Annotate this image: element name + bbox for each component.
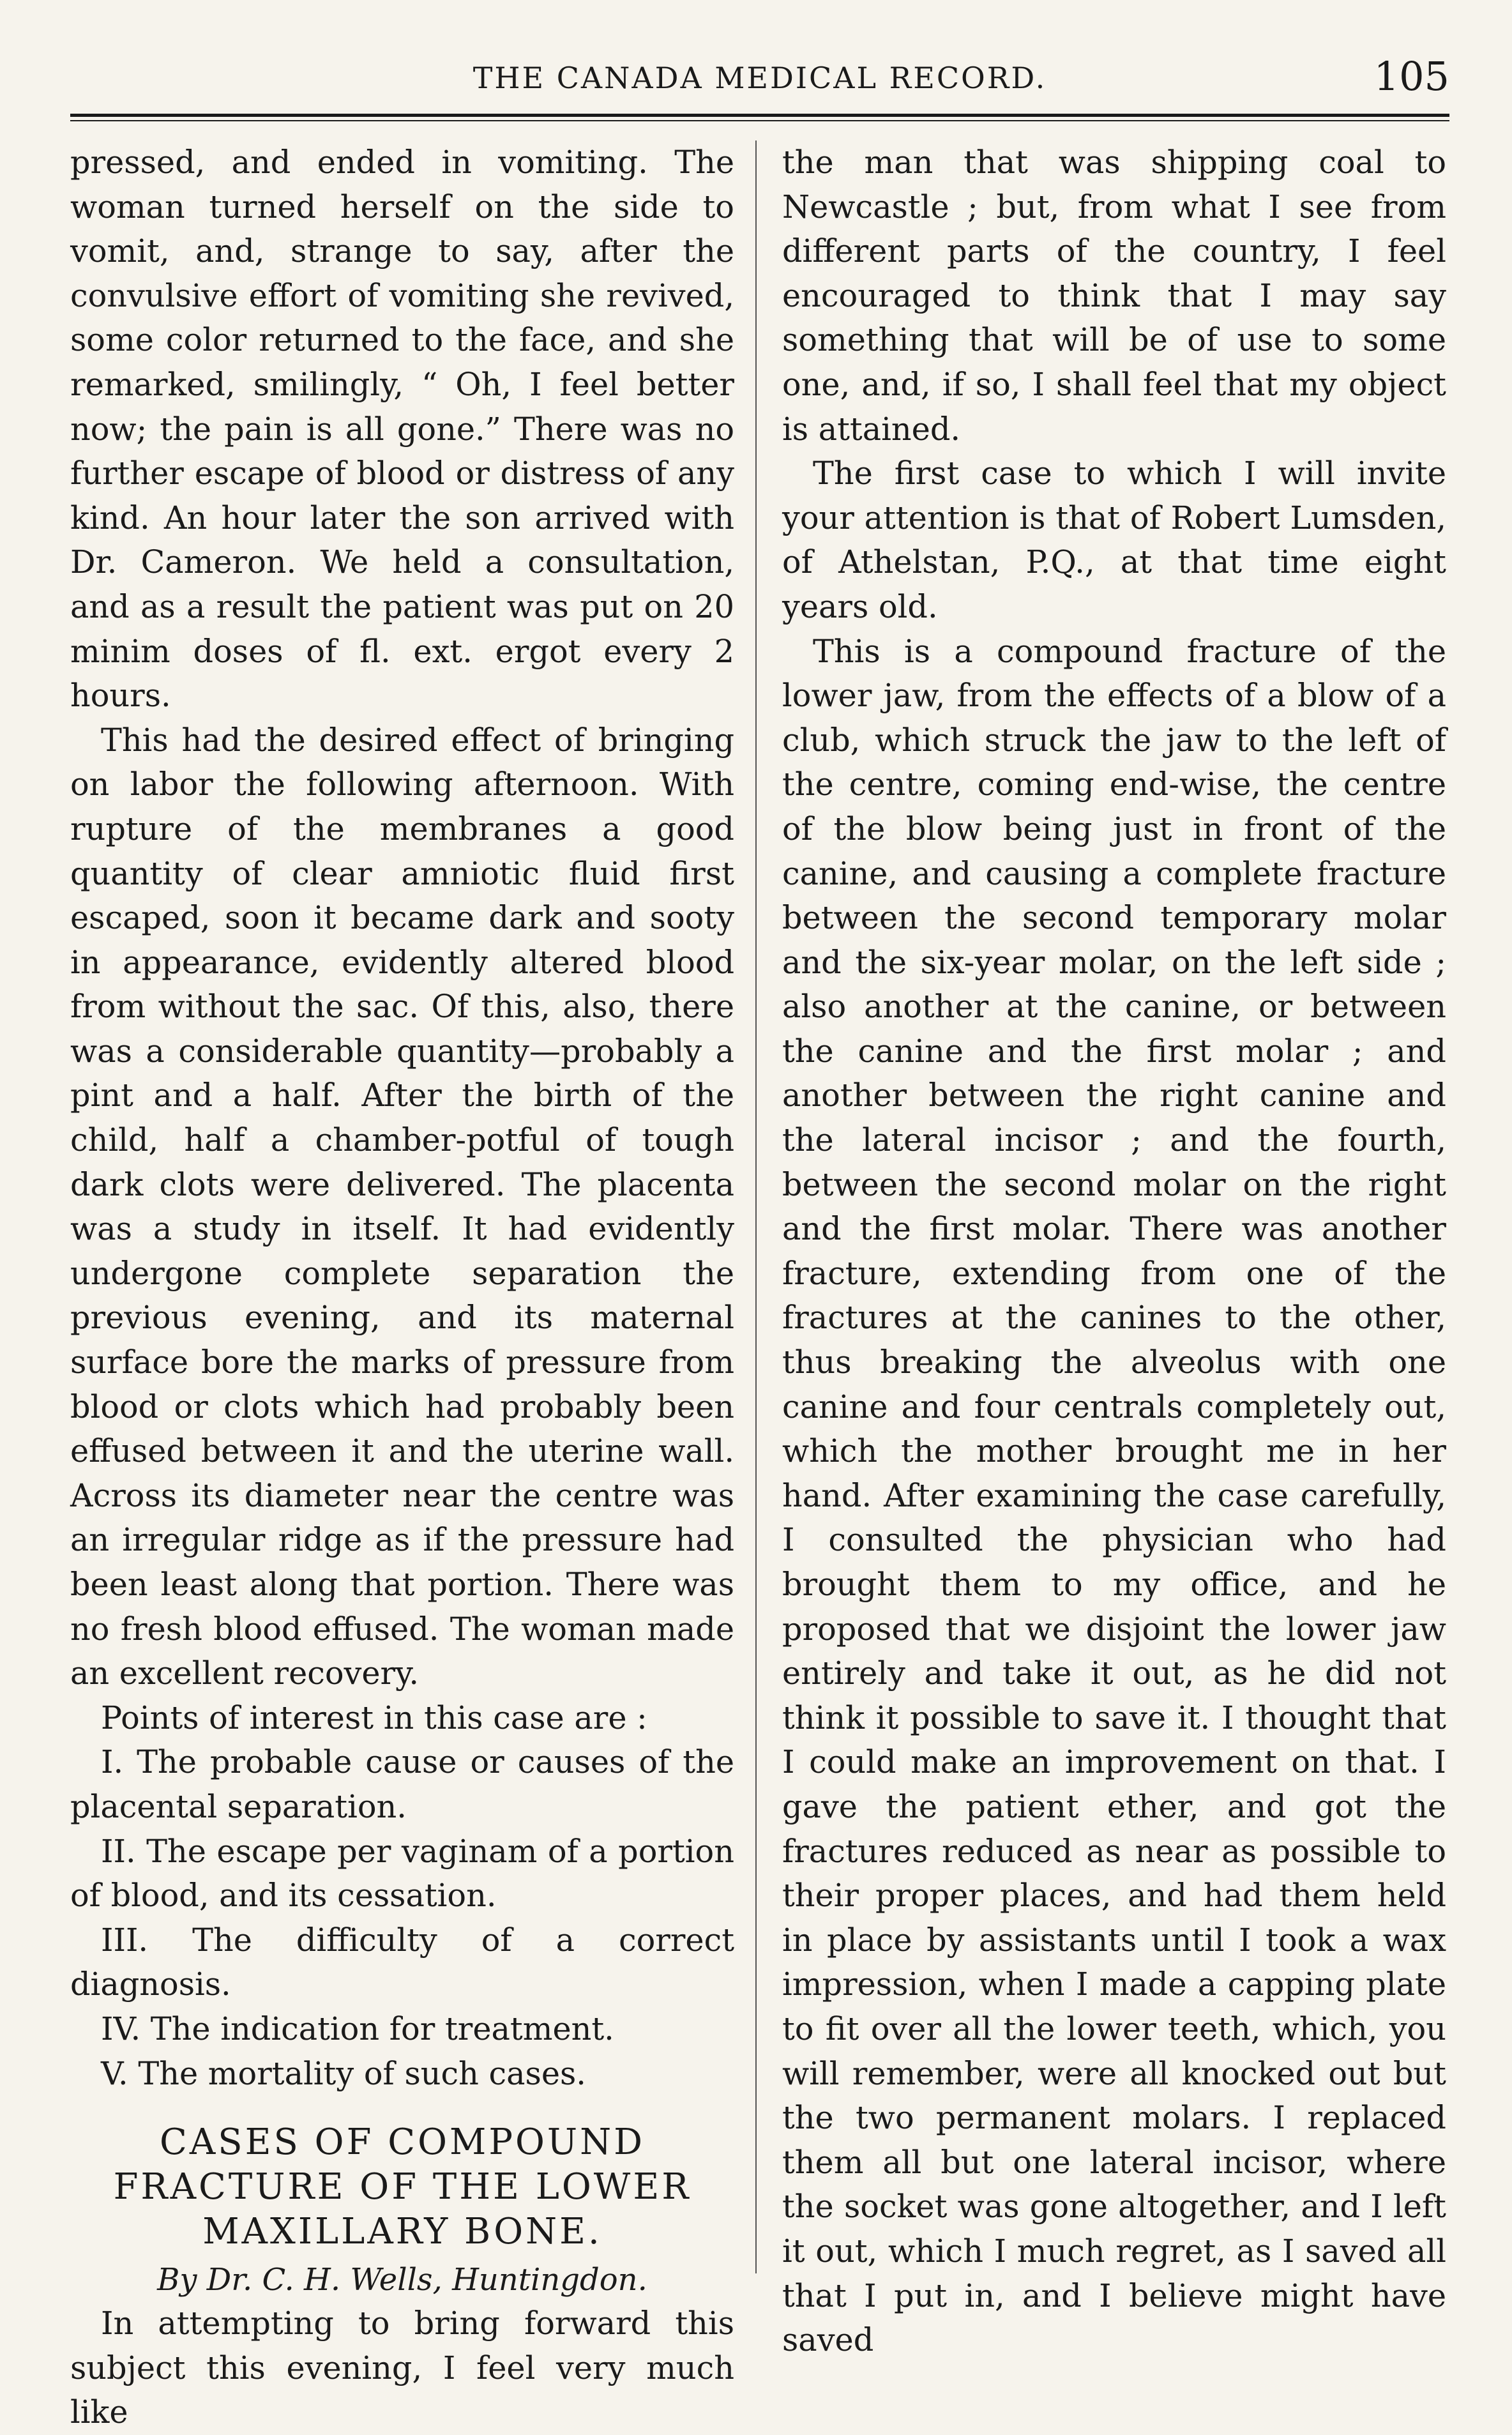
list-item: V. The mortality of such cases. [101, 2054, 586, 2092]
right-column [782, 140, 1446, 2363]
header-rule-thin [70, 120, 1449, 121]
paragraph: The first case to which I will invite your attention is that of Robert Lumsden, of Athelstan, P.Q., at that time eight years old. [782, 455, 1446, 625]
list-item: IV. The indication for treatment. [101, 2010, 614, 2047]
journal-title: THE CANADA MEDICAL RECORD. [472, 61, 1047, 95]
left-column [70, 140, 734, 2435]
page-header [70, 53, 1449, 112]
author-byline: By Dr. C. H. Wells, Huntingdon. [157, 2262, 647, 2298]
list-item: I. The probable cause or causes of the placental separation. [70, 1743, 734, 1825]
paragraph: This had the desired effect of bringing on labor the following afternoon. With rupture of the membranes a good quantity of clear amniotic fluid first escaped, soon it became dark and sooty in appearance, evidently altered blood from without the sac. Of this, also, there was a considerable quantity—probably a pint and a half. After the birth of the child, half a chamber-potful of tough dark clots were delivered. The placenta was a study in itself. It had evidently undergone complete separation the previous evening, and its maternal surface bore the marks of pressure from blood or clots which had probably been effused between it and the uterine wall. Across its diameter near the centre was an irregular ridge as if the pressure had been least along that portion. There was no fresh blood effused. The woman made an excellent recovery. [70, 721, 734, 1692]
paragraph: pressed, and ended in vomiting. The woman turned herself on the side to vomit, and, strange to say, after the convulsive effort of vomiting she revived, some color returned to the face, and she remarked, smilingly, “ Oh, I feel better now; the pain is all gone.” There was no further escape of blood or distress of any kind. An hour later the son arrived with Dr. Cameron. We held a consultation, and as a result the patient was put on 20 minim doses of fl. ext. ergot every 2 hours. [70, 144, 734, 715]
column-divider [755, 140, 757, 2273]
paragraph: This is a compound fracture of the lower jaw, from the effects of a blow of a club, which struck the jaw to the left of the centre, coming end-wise, the centre of the blow being just in front of the canine, and causing a complete fracture between the second temporary molar and the six-year molar, on the left side ; also another at the canine, or between the canine and the first molar ; and another between the right canine and the lateral incisor ; and the fourth, between the second molar on the right and the first molar. There was another fracture, extending from one of the fractures at the canines to the other, thus breaking the alveolus with one canine and four centrals completely out, which the mother brought me in her hand. After examining the case carefully, I consulted the physician who had brought them to my office, and he proposed that we disjoint the lower jaw entirely and take it out, as he did not think it possible to save it. I thought that I could make an improvement on that. I gave the patient ether, and got the fractures reduced as near as possible to their proper places, and had them held in place by assistants until I took a wax impression, when I made a capping plate to fit over all the lower teeth, which, you will remember, were all knocked out but the two permanent molars. I replaced them all but one lateral incisor, where the socket was gone altogether, and I left it out, which I much regret, as I saved all that I put in, and I believe might have saved [782, 632, 1446, 2359]
page-number: 105 [1373, 53, 1449, 100]
section-title: CASES OF COMPOUND FRACTURE OF THE LOWER MAXILLARY BONE. [113, 2121, 692, 2253]
list-item: II. The escape per vaginam of a portion of blood, and its cessation. [70, 1832, 734, 1915]
paragraph: Points of interest in this case are : [101, 1699, 647, 1736]
paragraph: In attempting to bring forward this subject this evening, I feel very much like [70, 2305, 734, 2431]
header-rule-thick [70, 114, 1449, 117]
paragraph: the man that was shipping coal to Newcastle ; but, from what I see from different parts of the country, I feel encouraged to think that I may say something that will be of use to some one, and, if so, I shall feel that my object is attained. [782, 144, 1446, 448]
list-item: III. The difficulty of a correct diagnosis. [70, 1921, 734, 2003]
